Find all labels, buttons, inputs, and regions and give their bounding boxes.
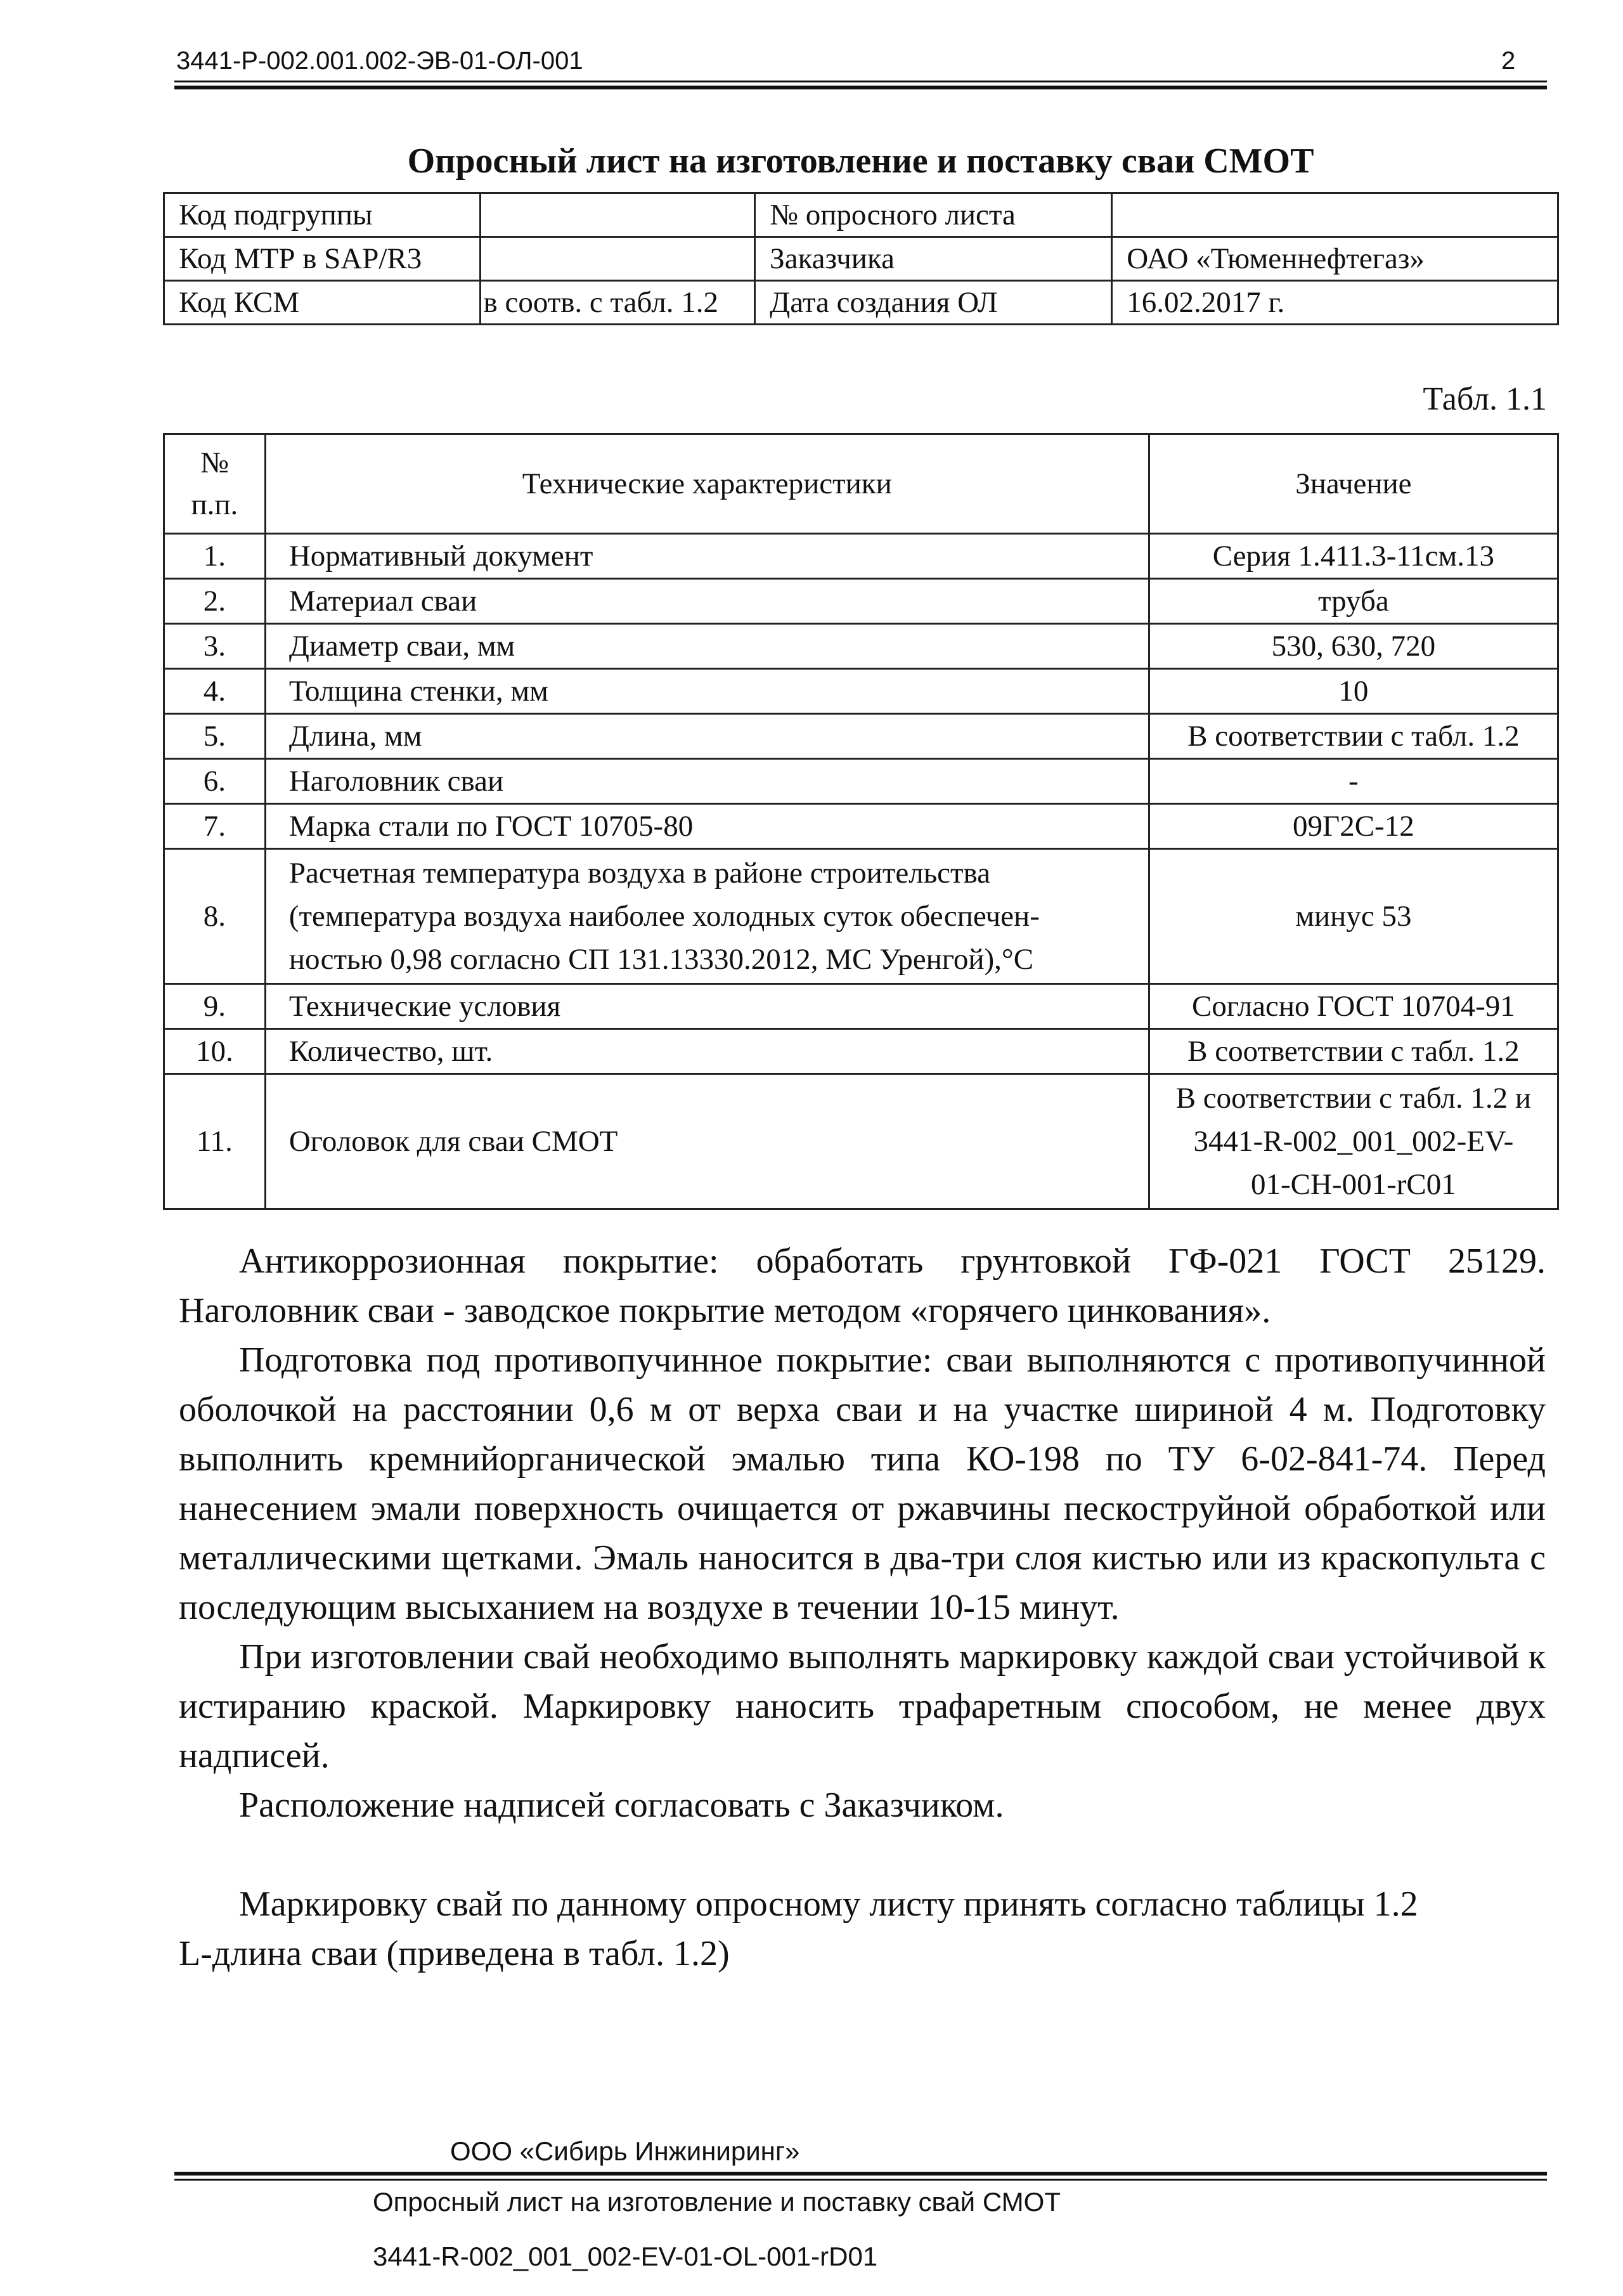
spec-row-value: труба <box>1149 579 1558 624</box>
spec-row-desc: Оголовок для сваи СМОТ <box>265 1074 1149 1209</box>
footer-rule-thin <box>174 2179 1547 2181</box>
spec-header-value: Значение <box>1149 434 1558 534</box>
footer-doc-title: Опросный лист на изготовление и поставку свай СМОТ <box>373 2187 1061 2217</box>
paragraph-preparation: Подготовка под противопучинное покрытие: сваи выполняются с противопучинной оболочкой на расстоянии 0,6 м от верха сваи и на участке шириной 4 м. Подготовку выполнить кремнийорганической эмалью типа КО-198 по ТУ 6-02-841-74. Перед нанесением эмали поверхность очищается от ржавчины пескоструйной обработкой или металлическими щетками. Эмаль наносится в два-три слоя кистью или из краскопульта с последующим высыханием на воздухе в течении 10-15 минут. <box>179 1340 1546 1627</box>
spec-row-num: 10. <box>164 1029 266 1074</box>
header-rule-thin <box>174 81 1547 82</box>
spec-header-characteristic: Технические характеристики <box>265 434 1149 534</box>
info-cell: в соотв. с табл. 1.2 <box>480 281 755 325</box>
spec-header-row <box>164 434 1558 534</box>
spec-row-num: 3. <box>164 624 266 669</box>
info-cell <box>480 237 755 281</box>
spec-row-desc: Наголовник сваи <box>265 759 1149 804</box>
spec-row <box>164 759 1558 804</box>
info-cell: 16.02.2017 г. <box>1112 281 1558 325</box>
spec-row-num: 2. <box>164 579 266 624</box>
spec-row-num: 5. <box>164 714 266 759</box>
spec-row <box>164 849 1558 984</box>
spec-row-num: 9. <box>164 984 266 1029</box>
paragraph-placement: Расположение надписей согласовать с Заказчиком. <box>239 1786 1004 1825</box>
spec-row-num: 1. <box>164 534 266 579</box>
spec-row <box>164 579 1558 624</box>
spec-row <box>164 624 1558 669</box>
footer-company: ООО «Сибирь Инжиниринг» <box>450 2136 800 2166</box>
info-row <box>164 281 1558 325</box>
spec-header-num-line1: № <box>200 446 229 479</box>
spec-row-value: 09Г2С-12 <box>1149 804 1558 849</box>
body-text <box>179 1236 1546 1978</box>
header-rule-thick <box>174 86 1547 89</box>
paragraph-marking: При изготовлении свай необходимо выполнять маркировку каждой сваи устойчивой к истиранию краской. Маркировку наносить трафаретным способом, не менее двух надписей. <box>179 1637 1546 1775</box>
spec-row-value: Согласно ГОСТ 10704-91 <box>1149 984 1558 1029</box>
spec-row-value-line: 3441-R-002_001_002-EV- <box>1193 1125 1514 1158</box>
spec-row-desc: Длина, мм <box>265 714 1149 759</box>
info-row <box>164 237 1558 281</box>
spec-row-value: В соответствии с табл. 1.2 <box>1149 1029 1558 1074</box>
spec-row-desc: Нормативный документ <box>265 534 1149 579</box>
footer-rule-thick <box>174 2172 1547 2176</box>
info-row <box>164 193 1558 237</box>
document-title: Опросный лист на изготовление и поставку сваи СМОТ <box>407 141 1314 181</box>
spec-table <box>163 433 1559 1210</box>
info-cell: № опросного листа <box>755 193 1112 237</box>
info-cell: ОАО «Тюменнефтегаз» <box>1112 237 1558 281</box>
spec-row-value: 10 <box>1149 669 1558 714</box>
info-cell <box>1112 193 1558 237</box>
spec-row-desc: Материал сваи <box>265 579 1149 624</box>
page-number: 2 <box>1501 47 1516 75</box>
spec-row-desc: Количество, шт. <box>265 1029 1149 1074</box>
header-doc-code: 3441-Р-002.001.002-ЭВ-01-ОЛ-001 <box>176 47 583 75</box>
spec-row-num: 8. <box>164 849 266 984</box>
spec-row-value <box>1149 1074 1558 1209</box>
info-cell: Дата создания ОЛ <box>755 281 1112 325</box>
footer-doc-code: 3441-R-002_001_002-EV-01-OL-001-rD01 <box>373 2241 878 2271</box>
spec-row-desc: Технические условия <box>265 984 1149 1029</box>
info-cell <box>480 193 755 237</box>
spec-row-num: 4. <box>164 669 266 714</box>
paragraph-marking-table: Маркировку свай по данному опросному листу принять согласно таблицы 1.2 <box>239 1884 1418 1924</box>
spec-header-num <box>164 434 266 534</box>
spec-row-value: - <box>1149 759 1558 804</box>
spec-row <box>164 714 1558 759</box>
spec-row-value-line: В соответствии с табл. 1.2 и <box>1175 1082 1532 1115</box>
info-cell: Заказчика <box>755 237 1112 281</box>
spec-row <box>164 984 1558 1029</box>
spec-row-value: минус 53 <box>1149 849 1558 984</box>
table-number-label: Табл. 1.1 <box>1423 381 1547 417</box>
spec-row-value: 530, 630, 720 <box>1149 624 1558 669</box>
spec-row-desc <box>265 849 1149 984</box>
spec-header-num-line2: п.п. <box>191 488 238 521</box>
spec-row <box>164 534 1558 579</box>
spec-row <box>164 1029 1558 1074</box>
spec-row-desc-line: Расчетная температура воздуха в районе строительства <box>288 857 990 890</box>
spec-row-value: Серия 1.411.3-11см.13 <box>1149 534 1558 579</box>
info-cell: Код МТР в SAP/R3 <box>164 237 481 281</box>
spec-row-desc: Марка стали по ГОСТ 10705-80 <box>265 804 1149 849</box>
spec-row-desc: Диаметр сваи, мм <box>265 624 1149 669</box>
paragraph-anticorrosion: Антикоррозионная покрытие: обработать грунтовкой ГФ-021 ГОСТ 25129. Наголовник сваи - заводское покрытие методом «горячего цинкования». <box>179 1242 1546 1330</box>
paragraph-length-note: L-длина сваи (приведена в табл. 1.2) <box>179 1934 730 1973</box>
info-cell: Код КСМ <box>164 281 481 325</box>
spec-row <box>164 804 1558 849</box>
spec-row <box>164 669 1558 714</box>
spec-row-value: В соответствии с табл. 1.2 <box>1149 714 1558 759</box>
spec-row-num: 7. <box>164 804 266 849</box>
spec-row-num: 11. <box>164 1074 266 1209</box>
spec-row <box>164 1074 1558 1209</box>
spec-row-desc: Толщина стенки, мм <box>265 669 1149 714</box>
spec-row-desc-line: ностью 0,98 согласно СП 131.13330.2012, МС Уренгой),°С <box>288 943 1034 976</box>
info-cell: Код подгруппы <box>164 193 481 237</box>
spec-row-value-line: 01-CH-001-rC01 <box>1250 1168 1456 1201</box>
info-table <box>163 192 1559 325</box>
spec-row-desc-line: (температура воздуха наиболее холодных суток обеспечен- <box>288 900 1040 933</box>
spec-row-num: 6. <box>164 759 266 804</box>
